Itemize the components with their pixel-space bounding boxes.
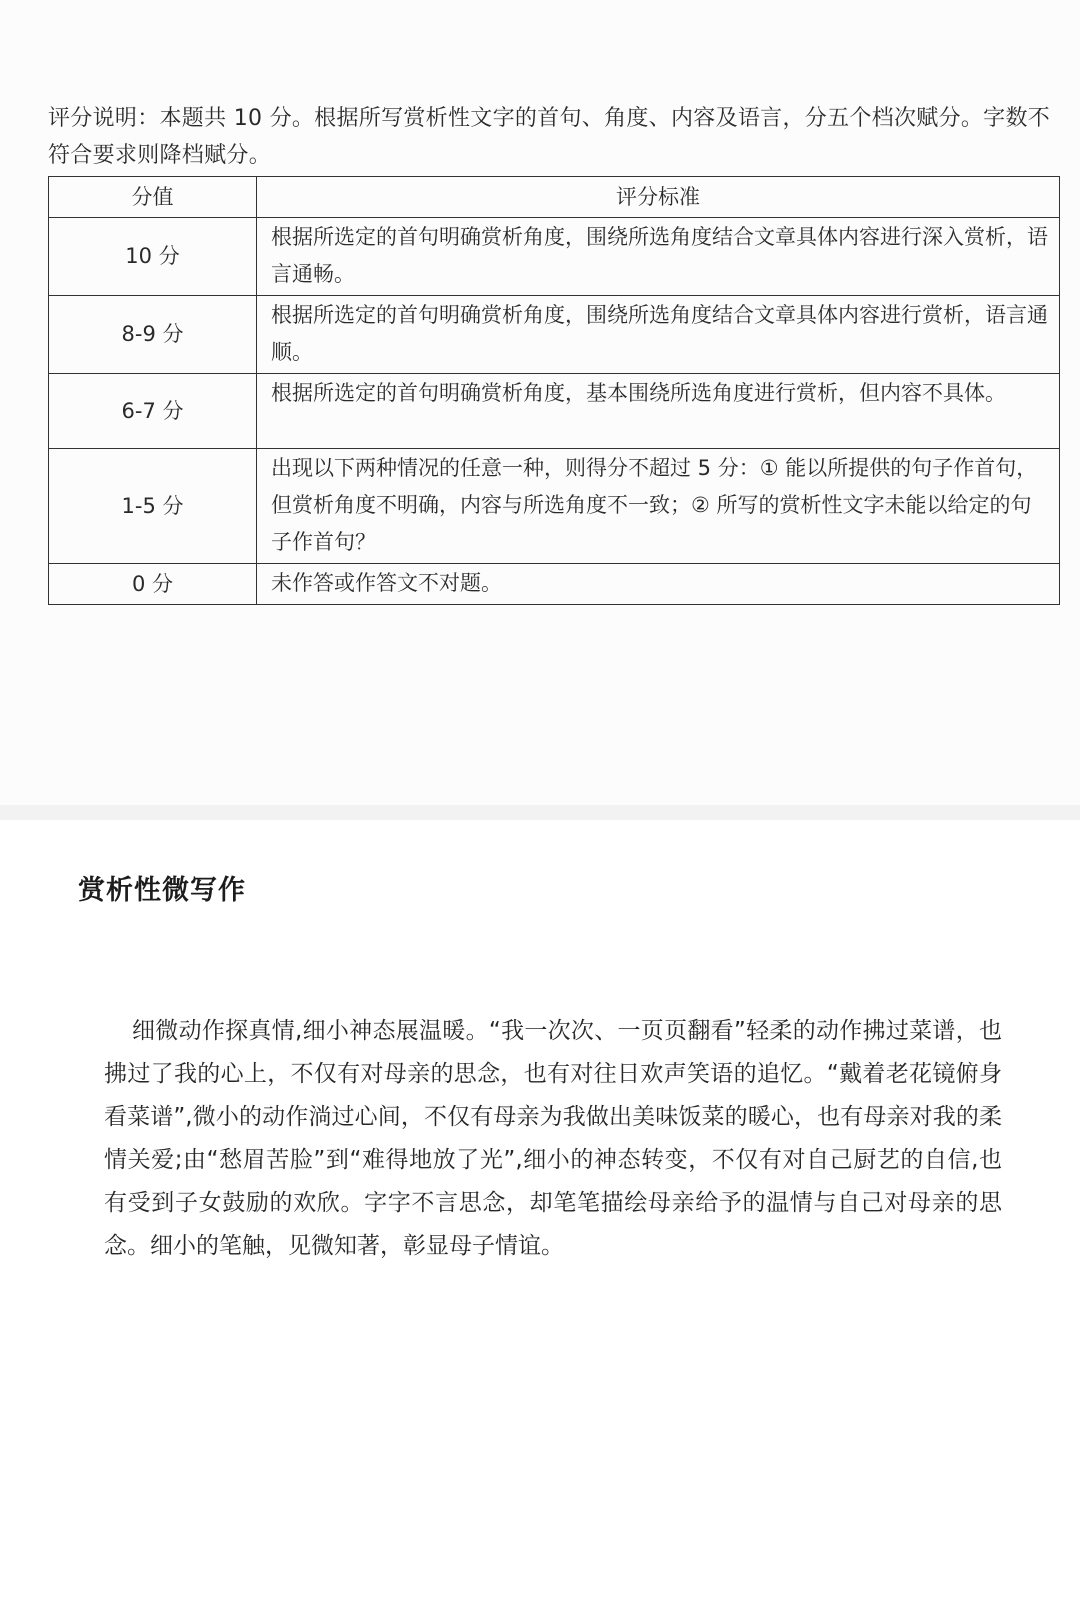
score-cell: 0 分 bbox=[49, 564, 257, 605]
score-cell: 1-5 分 bbox=[49, 449, 257, 564]
score-cell: 8-9 分 bbox=[49, 296, 257, 374]
criteria-cell: 出现以下两种情况的任意一种，则得分不超过 5 分：① 能以所提供的句子作首句，但赏析角度不明确，内容与所选角度不一致；② 所写的赏析性文字未能以给定的句子作首句？ bbox=[257, 449, 1060, 564]
scoring-note: 评分说明：本题共 10 分。根据所写赏析性文字的首句、角度、内容及语言，分五个档次赋分。字数不符合要求则降档赋分。 bbox=[48, 106, 1051, 168]
table-row bbox=[49, 564, 1060, 605]
criteria-cell: 根据所选定的首句明确赏析角度，围绕所选角度结合文章具体内容进行深入赏析，语言通畅。 bbox=[257, 218, 1060, 296]
table-header-row bbox=[49, 177, 1060, 218]
sample-passage: 细微动作探真情,细小神态展温暖。“我一次次、一页页翻看”轻柔的动作拂过菜谱，也拂过了我的心上，不仅有对母亲的思念，也有对往日欢声笑语的追忆。“戴着老花镜俯身看菜谱”,微小的动作淌过心间，不仅有母亲为我做出美味饭菜的暖心，也有母亲对我的柔情关爱;由“愁眉苦脸”到“难得地放了光”,细小的神态转变，不仅有对自己厨艺的自信,也有受到子女鼓励的欢欣。字字不言思念，却笔笔描绘母亲给予的温情与自己对母亲的思念。细小的笔触，见微知著，彰显母子情谊。 bbox=[104, 1018, 1002, 1259]
table-row bbox=[49, 449, 1060, 564]
header-criteria: 评分标准 bbox=[257, 177, 1060, 218]
score-cell: 10 分 bbox=[49, 218, 257, 296]
criteria-cell: 根据所选定的首句明确赏析角度，围绕所选角度结合文章具体内容进行赏析，语言通顺。 bbox=[257, 296, 1060, 374]
criteria-cell: 未作答或作答文不对题。 bbox=[257, 564, 1060, 605]
table-row bbox=[49, 218, 1060, 296]
section-title: 赏析性微写作 bbox=[78, 875, 246, 906]
scoring-page bbox=[0, 0, 1080, 805]
score-cell: 6-7 分 bbox=[49, 374, 257, 449]
header-score: 分值 bbox=[49, 177, 257, 218]
rubric-table bbox=[48, 176, 1060, 605]
table-row bbox=[49, 374, 1060, 449]
table-row bbox=[49, 296, 1060, 374]
criteria-cell: 根据所选定的首句明确赏析角度，基本围绕所选角度进行赏析，但内容不具体。 bbox=[257, 374, 1060, 449]
